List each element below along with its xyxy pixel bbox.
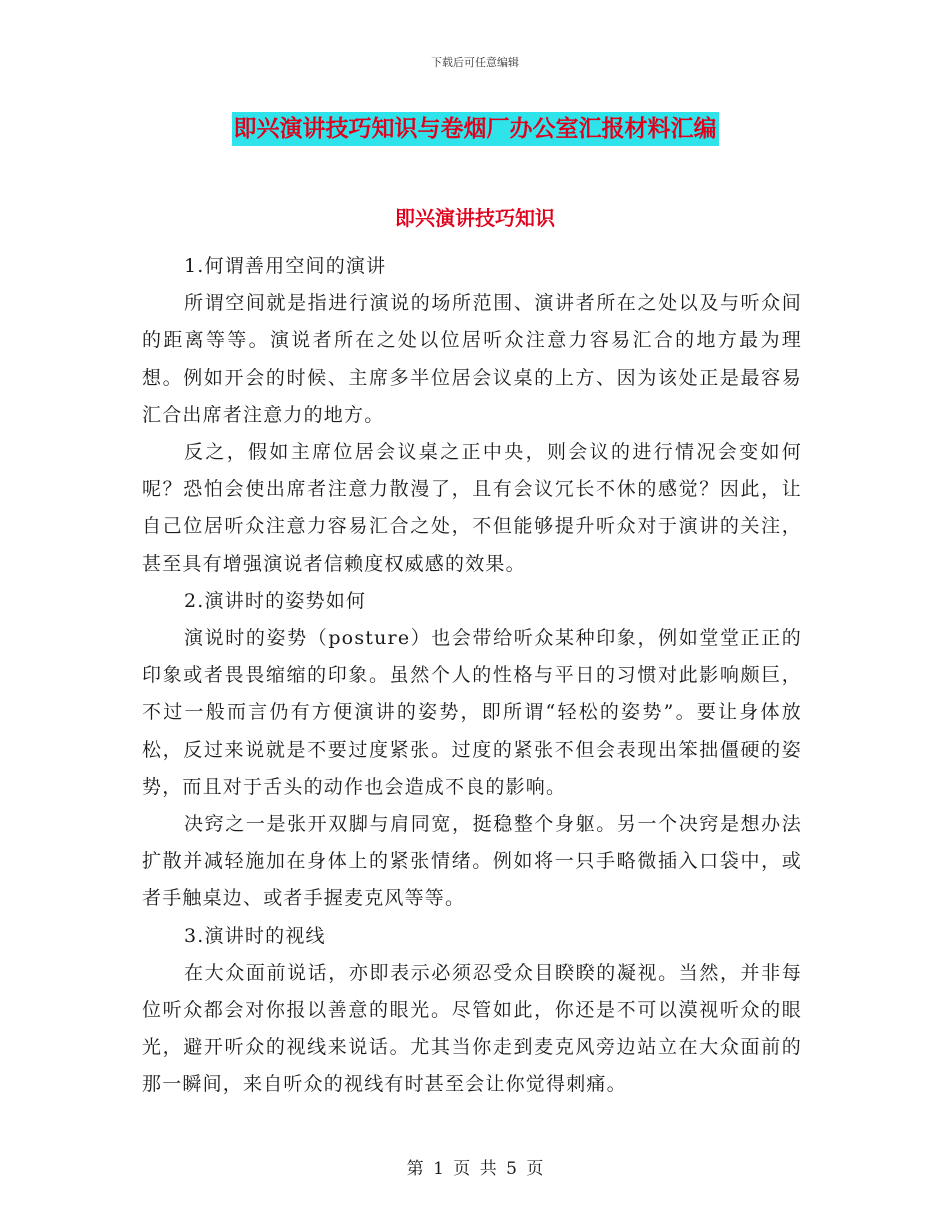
- document-body: [142, 248, 802, 1104]
- document-title: 即兴演讲技巧知识与卷烟厂办公室汇报材料汇编: [232, 112, 719, 146]
- subheading-2: 2.演讲时的姿势如何: [184, 589, 367, 612]
- title-container: [0, 112, 950, 146]
- subheading-3: 3.演讲时的视线: [184, 924, 326, 947]
- subheading-1: 1.何谓善用空间的演讲: [184, 255, 387, 277]
- page-number: 第 1 页 共 5 页: [406, 1159, 544, 1179]
- paragraph: 反之，假如主席位居会议桌之正中央，则会议的进行情况会变如何呢？恐怕会使出席者注意力散漫了，且有会议冗长不休的感觉？因此，让自己位居听众注意力容易汇合之处，不但能够提升听众对于演讲的关注，甚至具有增强演说者信赖度权威感的效果。: [142, 441, 802, 575]
- paragraph: 决窍之一是张开双脚与肩同宽，挺稳整个身躯。另一个决窍是想办法扩散并减轻施加在身体上的紧张情绪。例如将一只手略微插入口袋中，或者手触桌边、或者手握麦克风等等。: [142, 813, 802, 910]
- paragraph: 所谓空间就是指进行演说的场所范围、演讲者所在之处以及与听众间的距离等等。演说者所在之处以位居听众注意力容易汇合的地方最为理想。例如开会的时候、主席多半位居会议桌的上方、因为该处正是最容易汇合出席者注意力的地方。: [142, 292, 802, 426]
- paragraph: 演说时的姿势（posture）也会带给听众某种印象，例如堂堂正正的印象或者畏畏缩缩的印象。虽然个人的性格与平日的习惯对此影响颇巨，不过一般而言仍有方便演讲的姿势，即所谓“轻松的姿势”。要让身体放松，反过来说就是不要过度紧张。过度的紧张不但会表现出笨拙僵硬的姿势，而且对于舌头的动作也会造成不良的影响。: [142, 627, 802, 798]
- section-title: 即兴演讲技巧知识: [395, 206, 555, 230]
- paragraph: 在大众面前说话，亦即表示必须忍受众目睽睽的凝视。当然，并非每位听众都会对你报以善意的眼光。尽管如此，你还是不可以漠视听众的眼光，避开听众的视线来说话。尤其当你走到麦克风旁边站立在大众面前的那一瞬间，来自听众的视线有时甚至会让你觉得刺痛。: [142, 961, 802, 1096]
- header-note: 下载后可任意编辑: [431, 56, 519, 69]
